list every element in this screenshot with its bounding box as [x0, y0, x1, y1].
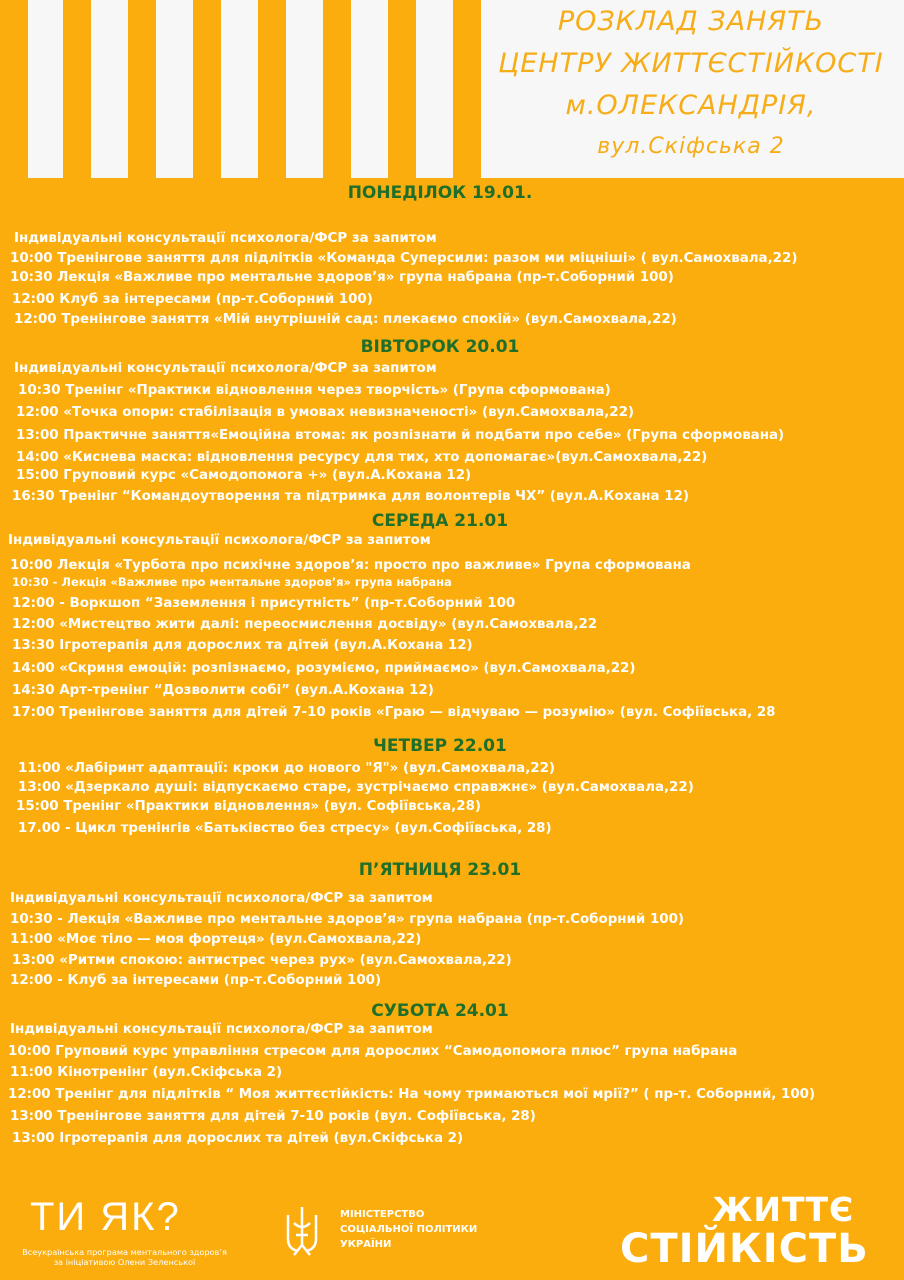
day-heading-thursday: ЧЕТВЕР 22.01: [373, 736, 507, 756]
title-line: вул.Скіфська 2: [597, 134, 785, 159]
list-item: Індивідуальні консультації психолога/ФСР за запитом: [14, 361, 437, 376]
stripe: [193, 0, 221, 178]
list-item: 12:00 «Точка опори: стабілізація в умовах невизначеності» (вул.Самохвала,22): [16, 405, 635, 420]
tiyak-subtitle-line: за ініціативою Олени Зеленської: [53, 1257, 196, 1267]
list-item: Індивідуальні консультації психолога/ФСР за запитом: [14, 231, 437, 246]
list-item: Індивідуальні консультації психолога/ФСР за запитом: [10, 891, 433, 906]
stripe: [323, 0, 351, 178]
list-item: 12:00 - Клуб за інтересами (пр-т.Соборний 100): [10, 973, 382, 988]
day-heading-saturday: СУБОТА 24.01: [371, 1001, 509, 1021]
list-item: 13:00 «Дзеркало душі: відпускаємо старе, зустрічаємо справжнє» (вул.Самохвала,22): [18, 780, 694, 795]
list-item: Індивідуальні консультації психолога/ФСР за запитом: [8, 533, 431, 548]
list-item: 13:00 Практичне заняття«Емоційна втома: як розпізнати й подбати про себе» (Група сформована): [16, 428, 785, 443]
list-item: 11:00 «Лабіринт адаптації: кроки до нового "Я"» (вул.Самохвала,22): [18, 761, 556, 776]
day-heading-friday: П’ЯТНИЦЯ 23.01: [358, 860, 522, 880]
list-item: 16:30 Тренінг “Командоутворення та підтримка для волонтерів ЧХ” (вул.А.Кохана 12): [12, 489, 689, 504]
list-item: 12:00 - Воркшоп “Заземлення і присутність” (пр-т.Соборний 100: [12, 596, 516, 611]
stripe: [0, 0, 28, 178]
list-item: 13:30 Ігротерапія для дорослих та дітей (вул.А.Кохана 12): [12, 638, 473, 653]
stripe: [63, 0, 91, 178]
day-heading-tuesday: ВІВТОРОК 20.01: [360, 337, 520, 357]
list-item: 14:00 «Киснева маска: відновлення ресурсу для тих, хто допомагає»(вул.Самохвала,22): [16, 450, 708, 465]
list-item: 11:00 Кінотренінг (вул.Скіфська 2): [10, 1065, 283, 1080]
tiyak-logo-text: ТИ ЯК?: [30, 1195, 181, 1239]
tiyak-logo-subtitle: [22, 1247, 227, 1267]
list-item: 10:30 Тренінг «Практики відновлення через творчість» (Група сформована): [18, 383, 611, 398]
list-item: Індивідуальні консультації психолога/ФСР за запитом: [10, 1022, 433, 1037]
list-item: 10:30 Лекція «Важливе про ментальне здоров’я» група набрана (пр-т.Соборний 100): [10, 270, 674, 285]
list-item: 12:00 Тренінгове заняття «Мій внутрішній сад: плекаємо спокій» (вул.Самохвала,22): [14, 312, 677, 327]
ministry-line: МІНІСТЕРСТВО: [340, 1209, 425, 1220]
stripe: [128, 0, 156, 178]
brand-line: СТІЙКІСТЬ: [620, 1226, 869, 1272]
title-line: РОЗКЛАД ЗАНЯТЬ: [557, 6, 825, 37]
brand-line: ЖИТТЄ: [712, 1190, 855, 1229]
ministry-line: СОЦІАЛЬНОЇ ПОЛІТИКИ: [340, 1224, 478, 1235]
title-line: м.ОЛЕКСАНДРІЯ,: [565, 90, 817, 121]
list-item: 10:30 - Лекція «Важливе про ментальне здоров’я» група набрана: [12, 575, 452, 589]
trident-icon: [280, 1205, 324, 1259]
stripe: [258, 0, 286, 178]
list-item: 14:30 Арт-тренінг “Дозволити собі” (вул.А.Кохана 12): [12, 683, 434, 698]
tiyak-logo: [22, 1195, 227, 1275]
tiyak-subtitle-line: Всеукраїнська програма ментального здоров’я: [22, 1247, 227, 1257]
list-item: 15:00 Груповий курс «Самодопомога +» (вул.А.Кохана 12): [16, 468, 472, 483]
list-item: 13:00 «Ритми спокою: антистрес через рух» (вул.Самохвала,22): [12, 953, 512, 968]
day-heading-monday: ПОНЕДІЛОК 19.01.: [347, 183, 533, 203]
zhyttestiikist-logo: [620, 1190, 890, 1275]
title-line: ЦЕНТРУ ЖИТТЄСТІЙКОСТІ: [498, 48, 884, 79]
stripe: [388, 0, 416, 178]
list-item: 10:00 Лекція «Турбота про психічне здоров’я: просто про важливе» Група сформована: [10, 558, 691, 573]
ministry-line: УКРАЇНИ: [340, 1239, 392, 1250]
list-item: 13:00 Ігротерапія для дорослих та дітей (вул.Скіфська 2): [12, 1131, 464, 1146]
stripe: [453, 0, 481, 178]
day-heading-wednesday: СЕРЕДА 21.01: [371, 511, 509, 531]
schedule-title: [478, 0, 904, 178]
list-item: 12:00 «Мистецтво жити далі: переосмислення досвіду» (вул.Самохвала,22: [12, 617, 598, 632]
ministry-name: [340, 1207, 510, 1252]
list-item: 13:00 Тренінгове заняття для дітей 7-10 років (вул. Софіївська, 28): [10, 1109, 536, 1124]
list-item: 14:00 «Скриня емоцій: розпізнаємо, розуміємо, приймаємо» (вул.Самохвала,22): [12, 661, 636, 676]
list-item: 12:00 Тренінг для підлітків “ Моя життєстійкість: На чому тримаються мої мрії?” ( пр-т. Соборний, 100): [8, 1087, 816, 1102]
list-item: 12:00 Клуб за інтересами (пр-т.Соборний 100): [12, 292, 373, 307]
list-item: 17.00 - Цикл тренінгів «Батьківство без стресу» (вул.Софіївська, 28): [18, 821, 552, 836]
list-item: 10:00 Груповий курс управління стресом для дорослих “Самодопомога плюс” група набрана: [8, 1044, 738, 1059]
list-item: 15:00 Тренінг «Практики відновлення» (вул. Софіївська,28): [16, 799, 482, 814]
list-item: 17:00 Тренінгове заняття для дітей 7-10 років «Граю — відчуваю — розумію» (вул. Софіївська, 28: [12, 705, 776, 720]
list-item: 10:30 - Лекція «Важливе про ментальне здоров’я» група набрана (пр-т.Соборний 100): [10, 912, 685, 927]
list-item: 10:00 Тренінгове заняття для підлітків «Команда Суперсили: разом ми міцніші» ( вул.Самохвала,22): [10, 251, 798, 266]
list-item: 11:00 «Моє тіло — моя фортеця» (вул.Самохвала,22): [10, 932, 422, 947]
